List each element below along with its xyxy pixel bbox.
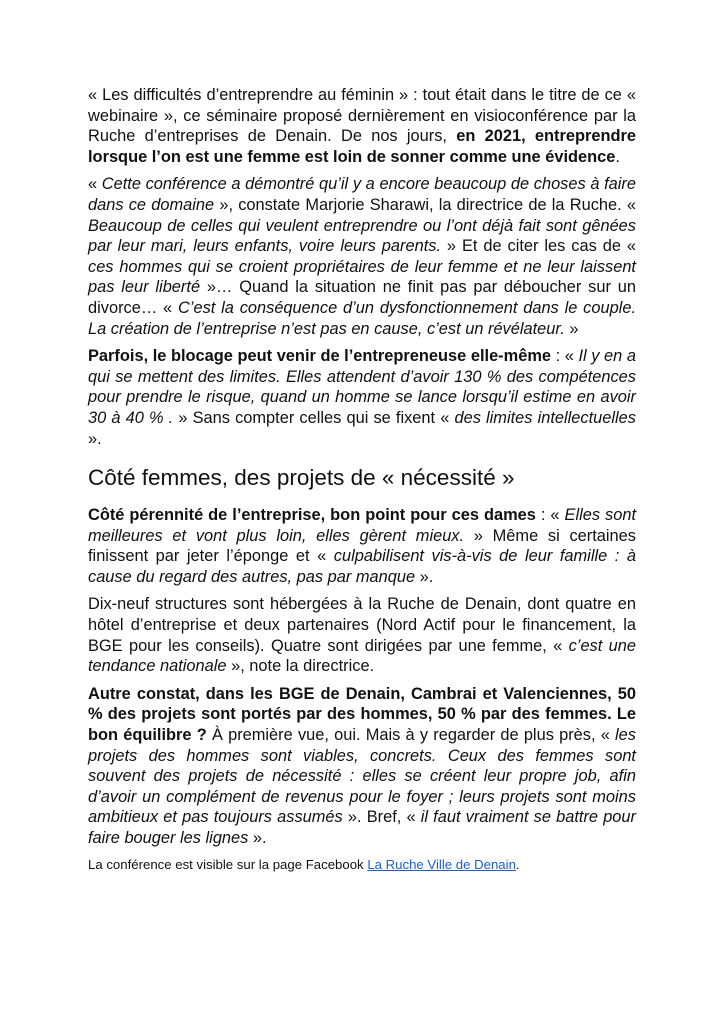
paragraph-perennite bbox=[88, 505, 636, 587]
text-span: . bbox=[615, 147, 620, 166]
text-span: ». bbox=[415, 567, 434, 586]
text-span: », constate Marjorie Sharawi, la directrice de la Ruche. « bbox=[214, 195, 636, 214]
italic-span: ces hommes qui se croient propriétaires de leur femme et ne leur laissent pas leur liberté bbox=[88, 257, 636, 297]
italic-span: des limites intellectuelles bbox=[454, 408, 636, 427]
facebook-page-link[interactable]: La Ruche Ville de Denain bbox=[367, 856, 516, 872]
bold-span: Autre constat, dans les BGE de Denain, Cambrai et Valenciennes, 50 % des projets sont portés par des hommes, 50 % par des femmes. Le bon équilibre ? bbox=[88, 684, 636, 745]
text-span: : « bbox=[551, 347, 579, 366]
footer-note bbox=[88, 856, 636, 873]
text-span: « Les difficultés d’entreprendre au féminin » : tout était dans le titre de ce « webinaire », ce séminaire proposé dernièrement en visioconférence par la Ruche d’entreprises de Denain. De nos jours, bbox=[88, 86, 636, 146]
italic-span: Beaucoup de celles qui veulent entreprendre ou l’ont déjà fait sont gênées par leur mari, leurs enfants, voire leurs parents. bbox=[88, 216, 636, 256]
bold-span: Côté pérennité de l’entreprise, bon point pour ces dames bbox=[88, 506, 536, 525]
note-text: La conférence est visible sur la page Facebook bbox=[88, 856, 368, 872]
bold-span: en 2021, entreprendre lorsque l’on est une femme est loin de sonner comme une évidence bbox=[88, 127, 637, 166]
italic-span: les projets des hommes sont viables, concrets. Ceux des femmes sont souvent des projets de nécessité : elles se créent leur propre job, afin d’avoir un complément de revenus pour le foyer ; leurs projets sont moins ambitieux et pas toujours assumés bbox=[88, 726, 636, 827]
text-span: À première vue, oui. Mais à y regarder de plus près, « bbox=[206, 726, 616, 745]
text-span: » bbox=[564, 319, 579, 338]
text-span: « bbox=[88, 175, 102, 194]
text-span: » Et de citer les cas de « bbox=[441, 237, 636, 256]
section-heading: Côté femmes, des projets de « nécessité » bbox=[88, 465, 515, 491]
text-span: »… Quand la situation ne finit pas par déboucher sur un divorce… « bbox=[88, 278, 636, 317]
italic-span: Elles sont meilleures et vont plus loin, elles gèrent mieux. bbox=[88, 506, 637, 545]
paragraph-constat bbox=[88, 684, 636, 849]
text-span: » Même si certaines finissent par jeter l’éponge et « bbox=[88, 526, 636, 566]
text-span: ». bbox=[248, 829, 267, 847]
note-text: . bbox=[515, 856, 520, 872]
text-span: ». bbox=[88, 429, 102, 448]
text-span: » Sans compter celles qui se fixent « bbox=[173, 408, 455, 427]
italic-span: Il y en a qui se mettent des limites. Elles attendent d’avoir 130 % des compétences pour prendre le risque, quand un homme se lance lorsqu’il estime en avoir 30 à 40 % . bbox=[88, 347, 636, 427]
italic-span: c’est une tendance nationale bbox=[88, 636, 636, 676]
italic-span: Cette conférence a démontré qu’il y a encore beaucoup de choses à faire dans ce domaine bbox=[88, 175, 636, 214]
text-span: : « bbox=[535, 506, 565, 525]
text-span: Dix-neuf structures sont hébergées à la Ruche de Denain, dont quatre en hôtel d’entreprise et deux partenaires (Nord Actif pour le financement, la BGE pour les conseils). Quatre sont dirigées par une femme, « bbox=[88, 595, 636, 655]
paragraph-quote-director bbox=[88, 174, 636, 339]
paragraph-blocage bbox=[88, 346, 636, 449]
bold-span: Parfois, le blocage peut venir de l’entrepreneuse elle-même bbox=[88, 347, 552, 366]
italic-span: il faut vraiment se battre pour faire bouger les lignes bbox=[88, 808, 636, 847]
italic-span: C’est la conséquence d’un dysfonctionnement dans le couple. La création de l’entreprise n’est pas en cause, c’est un révélateur. bbox=[88, 298, 636, 338]
italic-span: culpabilisent vis-à-vis de leur famille : à cause du regard des autres, pas par manque bbox=[88, 547, 636, 586]
paragraph-structures bbox=[88, 594, 636, 676]
text-span: », note la directrice. bbox=[226, 657, 375, 676]
article-body bbox=[88, 85, 636, 873]
paragraph-intro bbox=[88, 85, 636, 167]
text-span: ». Bref, « bbox=[342, 808, 421, 827]
